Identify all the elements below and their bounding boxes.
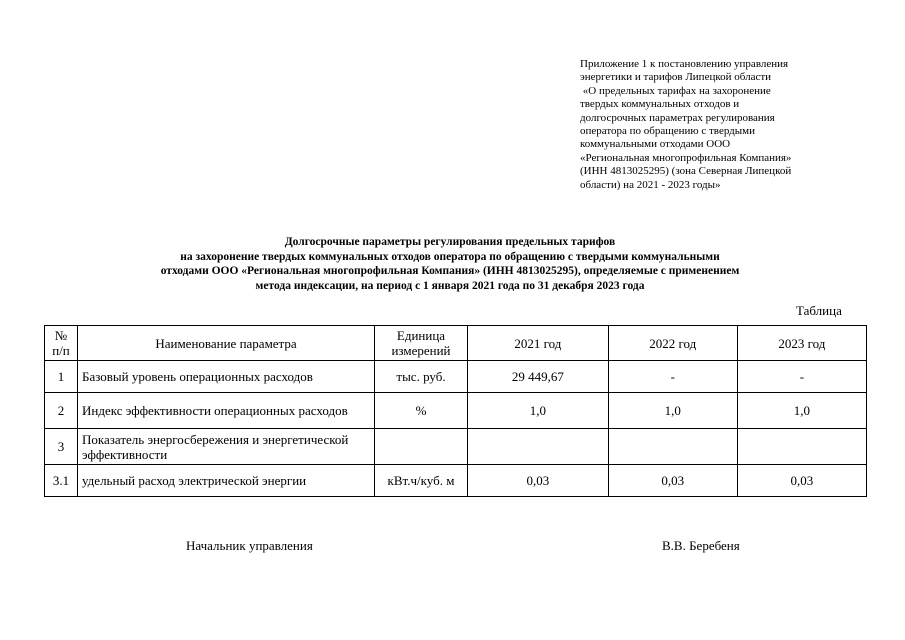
title-line: Долгосрочные параметры регулирования предельных тарифов — [284, 236, 616, 248]
cell-2023: 1,0 — [737, 393, 866, 429]
cell-2021: 1,0 — [468, 393, 609, 429]
header-2022: 2022 год — [608, 326, 737, 361]
appendix-line: твердых коммунальных отходов и — [580, 98, 740, 111]
cell-2021: 29 449,67 — [468, 361, 609, 393]
appendix-line: области) на 2021 - 2023 годы» — [580, 178, 721, 191]
appendix-line: оператора по обращению с твердыми — [580, 125, 756, 138]
table-row — [45, 361, 867, 393]
signature-position: Начальник управления — [186, 538, 313, 553]
cell-unit: % — [375, 393, 468, 429]
table-row — [45, 465, 867, 497]
cell-name: Индекс эффективности операционных расходов — [78, 393, 375, 429]
title-line: на захоронение твердых коммунальных отходов оператора по обращению с твердыми коммунальными — [180, 250, 720, 263]
cell-2022: 0,03 — [608, 465, 737, 497]
title-line: отходами ООО «Региональная многопрофильная Компания» (ИНН 4813025295), определяемые с применением — [160, 265, 740, 277]
header-num: № п/п — [45, 326, 78, 361]
appendix-line: Приложение 1 к постановлению управления — [580, 58, 789, 70]
appendix-line: (ИНН 4813025295) (зона Северная Липецкой — [580, 165, 792, 178]
cell-2022 — [608, 429, 737, 465]
cell-num: 3.1 — [45, 465, 78, 497]
header-2023: 2023 год — [737, 326, 866, 361]
header-name: Наименование параметра — [78, 326, 375, 361]
cell-name: Показатель энергосбережения и энергетической эффективности — [78, 429, 375, 465]
cell-num: 2 — [45, 393, 78, 429]
cell-2022: 1,0 — [608, 393, 737, 429]
signature-name: В.В. Беребеня — [662, 538, 740, 553]
cell-2022: - — [608, 361, 737, 393]
cell-unit: кВт.ч/куб. м — [375, 465, 468, 497]
cell-unit — [375, 429, 468, 465]
appendix-line: энергетики и тарифов Липецкой области — [580, 71, 772, 84]
cell-2021: 0,03 — [468, 465, 609, 497]
header-unit: Единица измерений — [375, 326, 468, 361]
appendix-line: «Региональная многопрофильная Компания» — [580, 151, 792, 164]
cell-name: удельный расход электрической энергии — [78, 465, 375, 497]
title-line: метода индексации, на период с 1 января 2021 года по 31 декабря 2023 года — [255, 279, 645, 292]
appendix-line: «О предельных тарифах на захоронение — [580, 84, 771, 97]
parameters-table — [44, 325, 867, 497]
cell-unit: тыс. руб. — [375, 361, 468, 393]
table-header-row — [45, 326, 867, 361]
cell-2023: - — [737, 361, 866, 393]
appendix-line: долгосрочных параметрах регулирования — [580, 111, 775, 124]
cell-2023 — [737, 429, 866, 465]
appendix-note — [580, 58, 840, 192]
cell-2023: 0,03 — [737, 465, 866, 497]
cell-2021 — [468, 429, 609, 465]
cell-num: 1 — [45, 361, 78, 393]
cell-name: Базовый уровень операционных расходов — [78, 361, 375, 393]
table-row — [45, 429, 867, 465]
document-title — [60, 235, 840, 293]
appendix-line: коммунальными отходами ООО — [580, 138, 731, 151]
table-label: Таблица — [796, 303, 842, 318]
cell-num: 3 — [45, 429, 78, 465]
header-2021: 2021 год — [468, 326, 609, 361]
table-row — [45, 393, 867, 429]
